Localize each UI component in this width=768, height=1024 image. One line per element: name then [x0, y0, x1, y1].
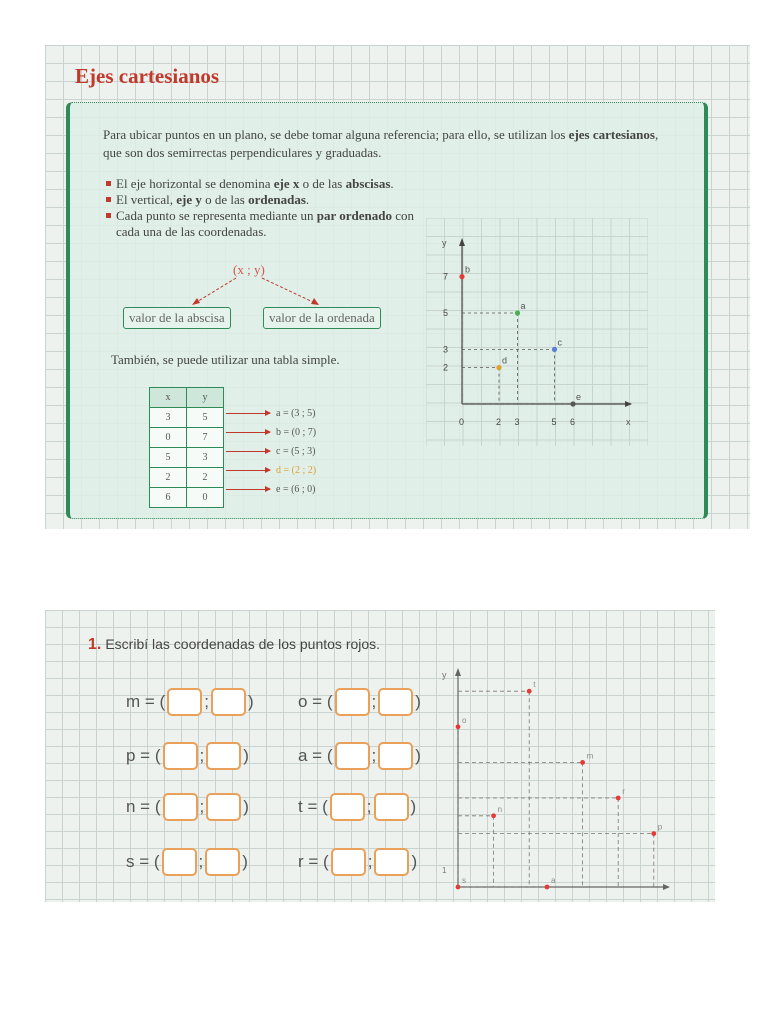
coordinate-answer — [126, 846, 248, 878]
point-label: n — [497, 804, 503, 814]
table-row: 0 7 — [150, 428, 224, 448]
table-intro-text: También, se puede utilizar una tabla simple. — [111, 352, 340, 367]
exercise-graph — [438, 664, 678, 904]
point-r — [616, 796, 621, 801]
coordinate-answer — [126, 686, 254, 718]
y-tick-label: 3 — [443, 344, 449, 355]
x-tick-label: 2 — [496, 417, 502, 427]
x-tick-label: 5 — [551, 417, 557, 427]
point-e — [570, 401, 575, 406]
x-tick-label: 6 — [570, 417, 576, 427]
x-answer-box[interactable] — [331, 848, 366, 876]
list-item: El vertical, eje y o de las ordenadas. — [106, 192, 436, 208]
table-row: 3 5 — [150, 408, 224, 428]
y-tick-label: 7 — [443, 271, 449, 282]
point-label: t — [533, 680, 536, 690]
close-paren: ) — [410, 797, 417, 816]
x-axis-label: x — [626, 417, 631, 427]
result-row: a = (3 ; 5) — [226, 404, 316, 423]
exercise-instruction: 1. Escribí las coordenadas de los puntos rojos. — [88, 636, 381, 653]
y-answer-box[interactable] — [378, 742, 413, 770]
point-a — [515, 310, 520, 315]
x-answer-box[interactable] — [163, 793, 198, 821]
coordinate-answer — [298, 791, 416, 823]
separator: ; — [199, 797, 205, 816]
y-axis-arrow — [455, 668, 461, 676]
close-paren: ) — [415, 692, 421, 711]
point-label: d — [502, 355, 508, 366]
point-label: e — [576, 392, 582, 402]
point-d — [496, 365, 501, 370]
point-o — [456, 724, 461, 729]
x-answer-box[interactable] — [330, 793, 365, 821]
result-row: e = (6 ; 0) — [226, 480, 316, 499]
abscisa-box: valor de la abscisa — [123, 307, 231, 329]
answer-label: r = ( — [298, 852, 329, 871]
coordinate-answer — [126, 740, 249, 772]
coordinate-answer — [298, 686, 421, 718]
y-axis-label: y — [442, 238, 447, 248]
y-answer-box[interactable] — [374, 848, 409, 876]
answer-label: m = ( — [126, 692, 166, 711]
coordinate-answer — [298, 846, 417, 878]
y-tick-label: 1 — [442, 866, 447, 875]
y-tick-label: 5 — [443, 308, 449, 318]
answer-label: a = ( — [298, 746, 333, 765]
x-tick-label: 0 — [459, 417, 465, 427]
page-title: Ejes cartesianos — [75, 64, 220, 88]
table-header-x: x — [150, 388, 187, 408]
table-row: 5 3 — [150, 448, 224, 468]
point-a — [545, 885, 550, 890]
point-p — [651, 831, 656, 836]
point-label: s — [462, 876, 466, 885]
coordinate-table — [149, 387, 224, 508]
pair-arrows — [0, 270, 768, 330]
y-answer-box[interactable] — [378, 688, 413, 716]
separator: ; — [204, 692, 209, 711]
point-m — [580, 760, 585, 765]
table-header-y: y — [187, 388, 224, 408]
x-answer-box[interactable] — [163, 742, 198, 770]
intro-paragraph: Para ubicar puntos en un plano, se debe tomar alguna referencia; para ello, se utilizan los ejes cartesianos, que son dos semirrectas perpendiculares y graduadas. — [103, 127, 659, 160]
y-answer-box[interactable] — [205, 848, 240, 876]
x-answer-box[interactable] — [162, 848, 197, 876]
separator: ; — [199, 746, 205, 765]
close-paren: ) — [411, 852, 418, 871]
answer-label: s = ( — [126, 852, 160, 871]
point-label: c — [557, 337, 562, 348]
point-label: a — [520, 301, 526, 311]
point-label: o — [462, 715, 467, 725]
answer-label: n = ( — [126, 797, 161, 816]
answer-label: t = ( — [298, 797, 328, 816]
table-row: 6 0 — [150, 488, 224, 508]
x-answer-box[interactable] — [335, 742, 370, 770]
table-row: 2 2 — [150, 468, 224, 488]
point-n — [491, 813, 496, 818]
y-answer-box[interactable] — [374, 793, 409, 821]
x-axis-arrow — [663, 884, 670, 890]
point-t — [527, 689, 532, 694]
close-paren: ) — [243, 746, 249, 765]
list-item: Cada punto se representa mediante un par ordenado con cada una de las coordenadas. — [106, 208, 436, 240]
answer-label: p = ( — [126, 746, 161, 765]
point-label: r — [622, 787, 625, 796]
result-arrows — [226, 404, 316, 499]
y-answer-box[interactable] — [206, 742, 241, 770]
result-row: b = (0 ; 7) — [226, 423, 316, 442]
ordered-pair-label: (x ; y) — [233, 262, 265, 277]
separator: ; — [371, 746, 377, 765]
list-item: El eje horizontal se denomina eje x o de las abscisas. — [106, 176, 436, 192]
close-paren: ) — [415, 746, 421, 765]
point-label: m — [586, 751, 594, 761]
x-axis-arrow — [625, 401, 632, 407]
point-label: b — [465, 264, 471, 275]
point-b — [459, 274, 464, 279]
close-paren: ) — [242, 852, 248, 871]
y-answer-box[interactable] — [211, 688, 246, 716]
close-paren: ) — [247, 692, 254, 711]
y-tick-label: 2 — [443, 362, 449, 373]
point-c — [552, 347, 557, 352]
y-answer-box[interactable] — [206, 793, 241, 821]
y-axis-label: y — [442, 670, 447, 680]
x-answer-box[interactable] — [335, 688, 370, 716]
y-axis-arrow — [459, 238, 465, 246]
point-label: p — [657, 822, 663, 832]
separator: ; — [371, 692, 377, 711]
separator: ; — [366, 797, 372, 816]
answer-label: o = ( — [298, 692, 333, 711]
definition-list — [106, 176, 436, 240]
point-label: a — [551, 876, 556, 885]
coordinate-answer — [126, 791, 249, 823]
result-row: c = (5 ; 3) — [226, 442, 316, 461]
separator: ; — [198, 852, 204, 871]
close-paren: ) — [243, 797, 249, 816]
result-row: d = (2 ; 2) — [226, 461, 316, 480]
cartesian-graph — [426, 218, 648, 446]
x-answer-box[interactable] — [167, 688, 202, 716]
separator: ; — [367, 852, 373, 871]
ordenada-box: valor de la ordenada — [263, 307, 381, 329]
x-tick-label: 3 — [514, 417, 520, 427]
coordinate-answer — [298, 740, 421, 772]
